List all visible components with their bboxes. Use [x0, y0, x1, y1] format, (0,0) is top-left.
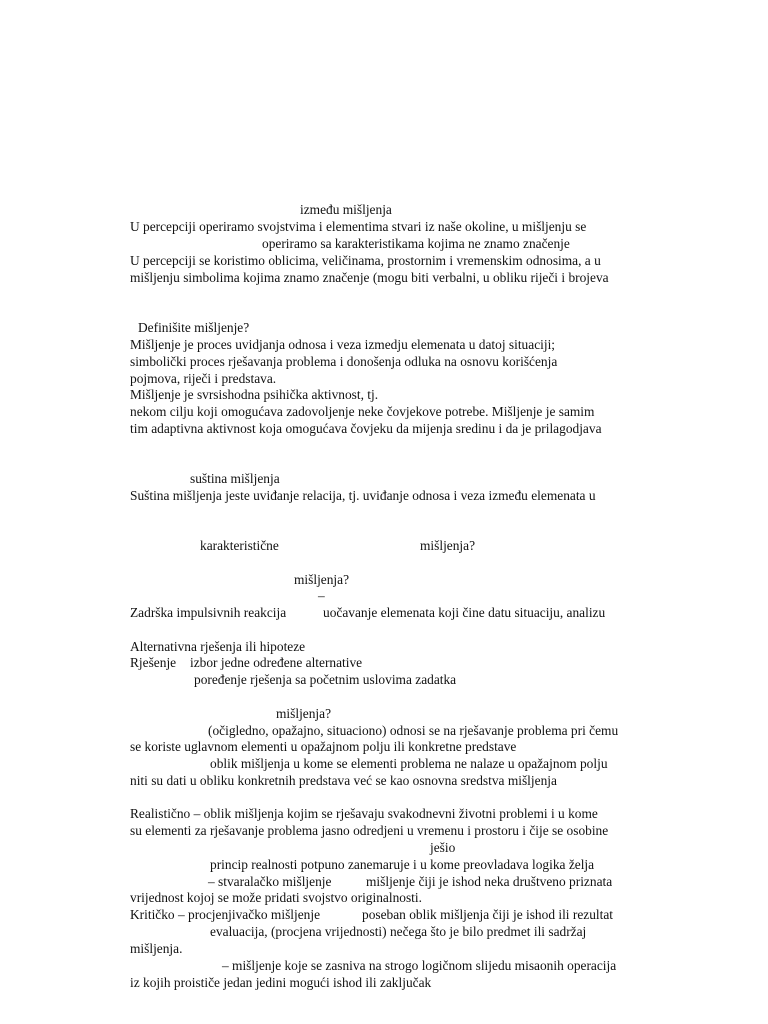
text-line: tim adaptivna aktivnost koja omogućava čovjeku da mijenja sredinu i da je prilagodjava — [130, 421, 602, 436]
text-line: iz kojih proističe jedan jedini mogući ishod ili zaključak — [130, 975, 432, 990]
text-line: Zadrška impulsivnih reakcija — [130, 605, 287, 620]
text-line: nekom cilju koji omogućava zadovoljenje neke čovjekove potrebe. Mišljenje je samim — [130, 404, 595, 419]
text-line: U percepciji operiramo svojstvima i elementima stvari iz naše okoline, u mišljenju se — [130, 219, 587, 234]
text-line: mišljenja. — [130, 941, 183, 956]
section-heading: Definišite mišljenje? — [138, 320, 250, 335]
text-line: niti su dati u obliku konkretnih predstava već se kao osnovna sredstva mišljenja — [130, 773, 557, 788]
text-line: Alternativna rješenja ili hipoteze — [130, 639, 306, 654]
text-line: Suština mišljenja jeste uviđanje relacija, tj. uviđanje odnosa i veza između elemenata u — [130, 488, 596, 503]
text-line: princip realnosti potpuno zanemaruje i u kome preovladava logika želja — [210, 857, 595, 872]
text-line: – stvaralačko mišljenje — [208, 874, 332, 889]
text-line: evaluacija, (procjena vrijednosti) nečega što je bilo predmet ili sadržaj — [210, 924, 587, 939]
text-line: – — [318, 588, 325, 603]
text-line: mišljenju simbolima kojima znamo značenje (mogu biti verbalni, u obliku riječi i brojeva — [130, 270, 609, 285]
text-line: izbor jedne određene alternative — [190, 655, 363, 670]
text-line: (očigledno, opažajno, situaciono) odnosi se na rješavanje problema pri čemu — [208, 723, 619, 738]
text-line: između mišljenja — [300, 202, 392, 217]
text-line: Kritičko – procjenjivačko mišljenje — [130, 907, 321, 922]
text-line: uočavanje elemenata koji čine datu situaciju, analizu — [323, 605, 606, 620]
text-line: operiramo sa karakteristikama kojima ne znamo značenje — [262, 236, 570, 251]
text-line: Mišljenje je svrsishodna psihička aktivnost, tj. — [130, 387, 379, 402]
section-heading: mišljenja? — [276, 706, 332, 721]
text-line: su elementi za rješavanje problema jasno odredjeni u vremenu i prostoru i čije se osobine — [130, 823, 609, 838]
section-heading: karakteristične — [200, 538, 279, 553]
section-heading: mišljenja? — [294, 572, 350, 587]
text-line: se koriste uglavnom elementi u opažajnom polju ili konkretne predstave — [130, 739, 517, 754]
text-line: Mišljenje je proces uvidjanja odnosa i veza izmedju elemenata u datoj situaciji; — [130, 337, 556, 352]
section-heading: mišljenja? — [420, 538, 476, 553]
text-line: pojmova, riječi i predstava. — [130, 371, 277, 386]
text-line: mišljenje čiji je ishod neka društveno priznata — [366, 874, 613, 889]
text-line: simbolički proces rješavanja problema i donošenja odluka na osnovu korišćenja — [130, 354, 558, 369]
text-line: poređenje rješenja sa početnim uslovima zadatka — [194, 672, 457, 687]
text-line: poseban oblik mišljenja čiji je ishod ili rezultat — [362, 907, 614, 922]
text-line: ješio — [430, 840, 456, 855]
text-line: oblik mišljenja u kome se elementi problema ne nalaze u opažajnom polju — [210, 756, 608, 771]
text-line: U percepciji se koristimo oblicima, veličinama, prostornim i vremenskim odnosima, a u — [130, 253, 601, 268]
text-line: Rješenje — [130, 655, 177, 670]
text-line: vrijednost kojoj se može pridati svojstvo originalnosti. — [130, 890, 422, 905]
text-line: Realistično – oblik mišljenja kojim se rješavaju svakodnevni životni problemi i u kome — [130, 806, 598, 821]
text-line: – mišljenje koje se zasniva na strogo logičnom slijedu misaonih operacija — [222, 958, 617, 973]
section-heading: suština mišljenja — [190, 471, 280, 486]
